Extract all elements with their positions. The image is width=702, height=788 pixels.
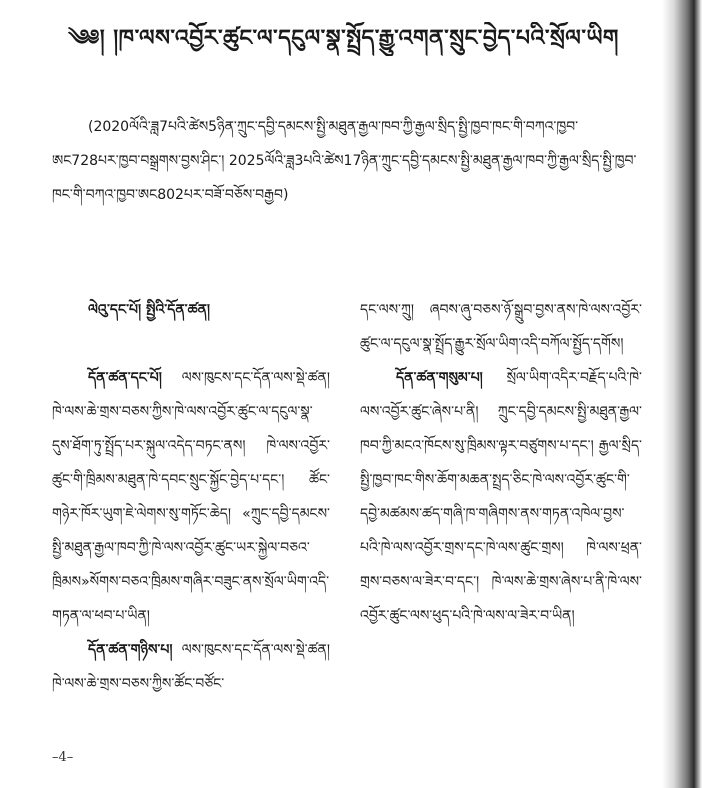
article-3 bbox=[360, 361, 642, 633]
article-2 bbox=[52, 633, 330, 701]
article-1 bbox=[52, 361, 330, 633]
right-column bbox=[360, 293, 642, 633]
article-1-text: ལས་ཁུངས་དང་དོན་ལས་སྡེ་ཚན། ཁེ་ལས་ཆེ་གྲས་བཅས་ཀྱིས་ཁེ་ལས་འབྱོར་ཚུང་ལ་དངུལ་སྣ་དུས་ཐོག་ཏུ་སྤྲོད་པར་སྐུལ་འདེད་བཏང་ནས། ཁེ་ལས་འབྱོར་ཚུང་གི་ཁྲིམས་མཐུན་ཁེ་དབང་སྲུང་སྐྱོང་བྱེད་པ་དང་། ཚོང་གཉེར་ཁོར་ཡུག་ཇེ་ལེགས་སུ་གཏོང་ཆེད། «ཀྲུང་དབྱི་དམངས་སྤྱི་མཐུན་རྒྱལ་ཁབ་ཀྱི་ཁེ་ལས་འབྱོར་ཚུང་ཡར་སྐྱེལ་བཅའ་ཁྲིམས»སོགས་བཅའ་ཁྲིམས་གཞིར་བཟུང་ནས་སྲོལ་ཡིག་འདི་གཏན་ལ་ཕབ་པ་ཡིན། bbox=[52, 370, 330, 624]
page-edge-shadow bbox=[662, 0, 702, 788]
left-column bbox=[52, 293, 330, 701]
article-2-continued: དང་ལས་ཀྲུ། ཞབས་ཞུ་བཅས་ཉོ་སྒྲུབ་བྱས་ནས་ཁེ་ལས་འབྱོར་ཚུང་ལ་དངུལ་སྣ་སྤྲོད་རྒྱུར་སྲོལ་ཡིག་འདི་བཀོལ་སྤྱོད་དགོས། bbox=[360, 302, 642, 352]
page-number: –4– bbox=[52, 750, 74, 765]
article-1-lead: དོན་ཚན་དང་པོ། bbox=[88, 370, 162, 386]
document-title: ༄༅། །ཁ་ལས་འབྱོར་ཚུང་ལ་དངུལ་སྣ་སྤྲོད་རྒྱུ་འགན་སྲུང་བྱེད་པའི་སྲོལ་ཡིག bbox=[68, 26, 619, 51]
article-3-lead: དོན་ཚན་གསུམ་པ། bbox=[396, 370, 483, 386]
article-2-text: ལས་ཁུངས་དང་དོན་ལས་སྡེ་ཚན། ཁེ་ལས་ཆེ་གྲས་བཅས་ཀྱིས་ཚོང་བཙོང་ bbox=[52, 642, 330, 692]
intro-paragraph: (2020ལོའི་ཟླ7པའི་ཚེས5ཉིན་ཀྲུང་དབྱི་དམངས་སྤྱི་མཐུན་རྒྱལ་ཁབ་ཀྱི་རྒྱལ་སྲིད་སྤྱི་ཁྱབ་ཁང་གི་བཀའ་ཁྱབ་ཨང728པར་ཁྱབ་བསྒྲགས་བྱས་ཤིང་། 2025ལོའི་ཟླ3པའི་ཚེས17ཉིན་ཀྲུང་དབྱི་དམངས་སྤྱི་མཐུན་རྒྱལ་ཁབ་ཀྱི་རྒྱལ་སྲིད་སྤྱི་ཁྱབ་ཁང་གི་བཀའ་ཁྱབ་ཨང802པར་བཟོ་བཅོས་བརྒྱབ) bbox=[52, 119, 637, 203]
chapter-heading: ལེའུ་དང་པོ། སྤྱིའི་དོན་ཚན། bbox=[88, 302, 211, 318]
article-3-text: སྲོལ་ཡིག་འདིར་བརྗོད་པའི་ཁེ་ལས་འབྱོར་ཚུང་ཞེས་པ་ནི། ཀྲུང་དབྱི་དམངས་སྤྱི་མཐུན་རྒྱལ་ཁབ་ཀྱི་མངའ་ཁོངས་སུ་ཁྲིམས་ལྟར་བཙུགས་པ་དང་། རྒྱལ་སྲིད་སྤྱི་ཁྱབ་ཁང་གིས་ཆོག་མཆན་སྤྲད་ཅིང་ཁེ་ལས་འབྱོར་ཚུང་གི་དབྱེ་མཚམས་ཚད་གཞི་ཁ་གཞིགས་ནས་གཏན་འཁེལ་བྱས་པའི་ཁེ་ལས་འབྱོར་གྲས་དང་ཁེ་ལས་ཚུང་གྲས། ཁེ་ལས་ཕྲན་གྲས་བཅས་ལ་ཟེར་བ་དང་། ཁེ་ལས་ཆེ་གྲས་ཞེས་པ་ནི་ཁེ་ལས་འབྱོར་ཚུང་ལས་ཕུད་པའི་ཁེ་ལས་ལ་ཟེར་བ་ཡིན། bbox=[360, 370, 642, 624]
article-2-lead: དོན་ཚན་གཉིས་པ། bbox=[88, 642, 173, 658]
